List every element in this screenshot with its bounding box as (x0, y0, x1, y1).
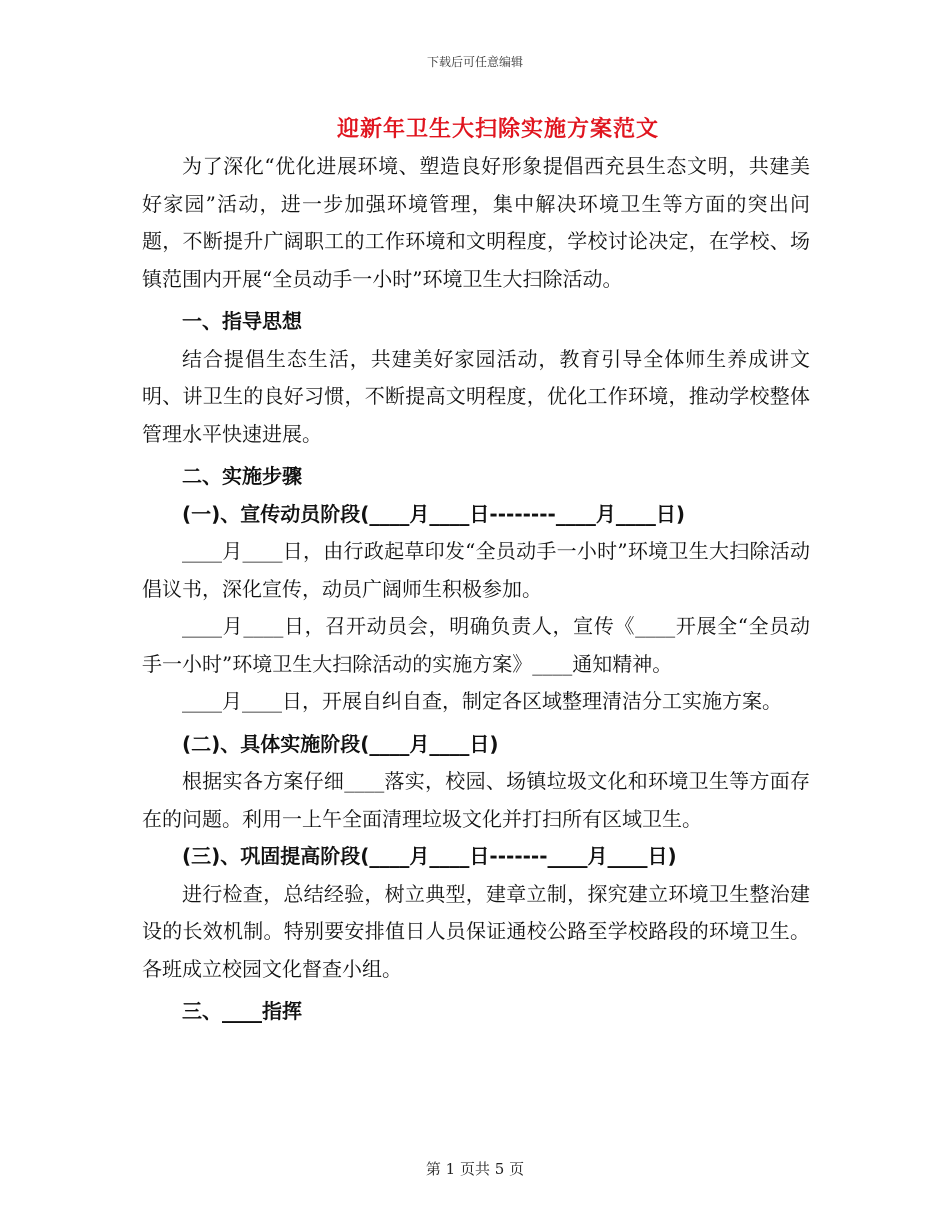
subheading-implementation-stage: (二)、具体实施阶段(____月____日) (182, 731, 499, 756)
consolidation-paragraph: 进行检查，总结经验，树立典型，建章立制，探究建立环境卫生整治建设的长效机制。特别要安排值日人员保证通校公路至学校路段的环境卫生。各班成立校园文化督查小组。 (142, 881, 810, 981)
section-heading-implementation-steps: 二、实施步骤 (182, 464, 302, 488)
document-body (142, 148, 810, 1031)
guiding-ideology-paragraph: 结合提倡生态生活，共建美好家园活动，教育引导全体师生养成讲文明、讲卫生的良好习惯，不断提高文明程度，优化工作环境，推动学校整体管理水平快速进展。 (142, 346, 810, 446)
section-heading-command: 三、____指挥 (182, 999, 302, 1023)
subheading-publicity-stage: (一)、宣传动员阶段(____月____日--------____月____日) (182, 501, 685, 526)
page-footer: 第 1 页共 5 页 (425, 1160, 525, 1178)
publicity-step-2: ____月____日，召开动员会，明确负责人，宣传《____开展全“全员动手一小时”环境卫生大扫除活动的实施方案》____通知精神。 (142, 614, 810, 676)
section-heading-guiding-ideology: 一、指导思想 (182, 309, 302, 333)
publicity-step-3: ____月____日，开展自纠自查，制定各区域整理清洁分工实施方案。 (182, 689, 782, 713)
publicity-step-1: ____月____日，由行政起草印发“全员动手一小时”环境卫生大扫除活动倡议书，深化宣传，动员广阔师生积极参加。 (142, 539, 810, 601)
implementation-paragraph: 根据实各方案仔细____落实，校园、场镇垃圾文化和环境卫生等方面存在的问题。利用一上午全面清理垃圾文化并打扫所有区域卫生。 (142, 769, 810, 831)
subheading-consolidation-stage: (三)、巩固提高阶段(____月____日-------____月____日) (182, 844, 677, 868)
document-title: 迎新年卫生大扫除实施方案范文 (336, 116, 659, 142)
intro-paragraph: 为了深化“优化进展环境、塑造良好形象提倡西充县生态文明，共建美好家园”活动，进一步加强环境管理，集中解决环境卫生等方面的突出问题，不断提升广阔职工的工作环境和文明程度，学校讨论决定，在学校、场镇范围内开展“全员动手一小时”环境卫生大扫除活动。 (142, 154, 810, 291)
header-note: 下载后可任意编辑 (426, 55, 523, 69)
